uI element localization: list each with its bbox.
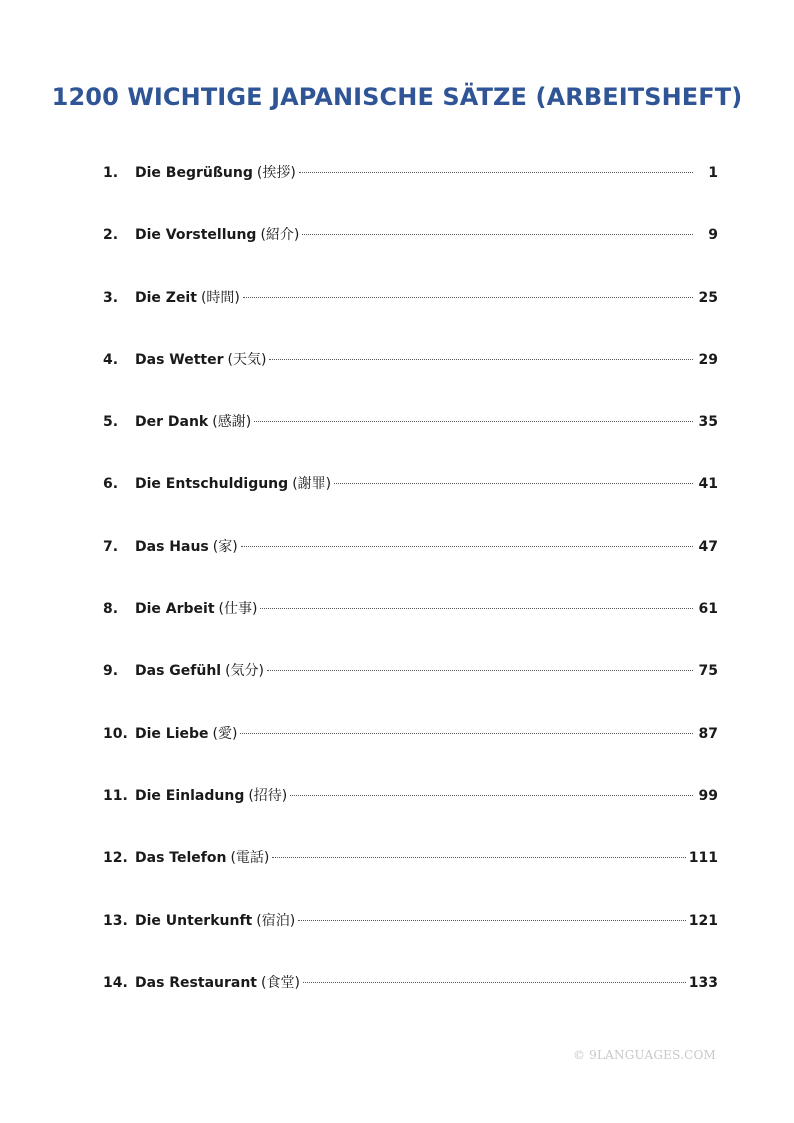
toc-entry-number: 12. (103, 850, 128, 867)
toc-entry-10[interactable] (103, 723, 718, 785)
toc-entry-native-title: (時間) (200, 289, 240, 306)
toc-entry-title: Das Telefon (135, 850, 227, 867)
toc-entry-title: Die Vorstellung (135, 227, 257, 244)
toc-entry-title: Die Einladung (135, 787, 245, 804)
toc-entry-title: Die Zeit (135, 289, 197, 306)
toc-entry-native-title: (謝罪) (292, 476, 332, 493)
toc-entry-page-number: 111 (688, 850, 718, 867)
toc-entry-number: 11. (103, 787, 128, 804)
toc-entry-5[interactable] (103, 411, 718, 473)
toc-entry-title: Das Wetter (135, 351, 224, 368)
toc-dot-leader (334, 483, 693, 484)
footer-watermark: © 9LANGUAGES.COM (572, 1048, 716, 1062)
toc-entry-number: 1. (103, 165, 119, 181)
toc-entry-6[interactable] (103, 473, 718, 535)
toc-entry-page-number: 61 (698, 601, 718, 618)
toc-entry-2[interactable] (103, 224, 718, 286)
toc-entry-page-number: 1 (708, 165, 718, 181)
toc-entry-page-number: 47 (698, 538, 718, 555)
toc-dot-leader (267, 670, 693, 671)
toc-entry-native-title: (愛) (212, 725, 238, 742)
toc-dot-leader (302, 234, 693, 235)
toc-entry-14[interactable] (103, 972, 718, 1034)
toc-entry-title: Das Restaurant (135, 974, 258, 991)
toc-entry-title: Die Entschuldigung (135, 476, 289, 493)
toc-entry-page-number: 99 (698, 787, 718, 804)
toc-entry-number: 8. (103, 601, 119, 618)
toc-dot-leader (254, 421, 693, 422)
toc-dot-leader (298, 920, 686, 921)
toc-dot-leader (260, 608, 693, 609)
toc-entry-number: 2. (103, 227, 119, 244)
toc-entry-native-title: (招待) (248, 787, 288, 804)
toc-entry-native-title: (気分) (225, 663, 265, 680)
toc-dot-leader (303, 982, 686, 983)
toc-entry-number: 5. (103, 414, 119, 431)
toc-dot-leader (272, 857, 685, 858)
toc-entry-1[interactable] (103, 162, 718, 224)
toc-entry-7[interactable] (103, 536, 718, 598)
toc-entry-title: Die Begrüßung (135, 165, 253, 181)
toc-dot-leader (269, 359, 693, 360)
toc-entry-native-title: (宿泊) (256, 912, 296, 929)
toc-entry-number: 6. (103, 476, 119, 493)
toc-entry-title: Der Dank (135, 414, 209, 431)
toc-dot-leader (299, 172, 693, 173)
toc-entry-native-title: (挨拶) (256, 165, 296, 181)
toc-entry-title: Die Liebe (135, 725, 209, 742)
toc-entry-page-number: 35 (698, 414, 718, 431)
toc-entry-native-title: (食堂) (261, 974, 300, 991)
toc-entry-native-title: (紹介) (260, 227, 300, 244)
toc-entry-8[interactable] (103, 598, 718, 660)
toc-entry-native-title: (家) (212, 538, 238, 555)
toc-dot-leader (290, 795, 693, 796)
toc-entry-13[interactable] (103, 910, 718, 972)
table-of-contents (103, 162, 718, 1034)
toc-entry-page-number: 75 (698, 663, 718, 680)
toc-dot-leader (243, 297, 693, 298)
toc-entry-title: Das Gefühl (135, 663, 222, 680)
toc-entry-native-title: (電話) (230, 850, 270, 867)
toc-entry-12[interactable] (103, 847, 718, 909)
toc-entry-page-number: 121 (688, 912, 718, 929)
toc-entry-page-number: 41 (698, 476, 718, 493)
toc-entry-native-title: (天気) (227, 351, 267, 368)
toc-entry-9[interactable] (103, 660, 718, 722)
toc-entry-page-number: 25 (698, 289, 718, 306)
toc-entry-title: Das Haus (135, 538, 209, 555)
toc-entry-page-number: 29 (698, 351, 718, 368)
toc-dot-leader (241, 546, 693, 547)
toc-entry-native-title: (感謝) (212, 414, 252, 431)
toc-entry-4[interactable] (103, 349, 718, 411)
toc-entry-page-number: 87 (698, 725, 718, 742)
toc-entry-number: 10. (103, 725, 128, 742)
toc-entry-number: 13. (103, 912, 128, 929)
page-title: 1200 WICHTIGE JAPANISCHE SÄTZE (ARBEITSHEFT) (51, 83, 743, 111)
toc-entry-native-title: (仕事) (218, 601, 258, 618)
toc-entry-title: Die Unterkunft (135, 912, 253, 929)
toc-entry-number: 3. (103, 289, 119, 306)
toc-entry-number: 14. (103, 974, 128, 991)
toc-dot-leader (240, 733, 693, 734)
toc-entry-number: 7. (103, 538, 119, 555)
toc-entry-number: 4. (103, 351, 119, 368)
toc-entry-number: 9. (103, 663, 119, 680)
toc-entry-11[interactable] (103, 785, 718, 847)
toc-entry-page-number: 9 (708, 227, 718, 244)
toc-entry-title: Die Arbeit (135, 601, 215, 618)
toc-entry-3[interactable] (103, 287, 718, 349)
toc-entry-page-number: 133 (688, 974, 718, 991)
